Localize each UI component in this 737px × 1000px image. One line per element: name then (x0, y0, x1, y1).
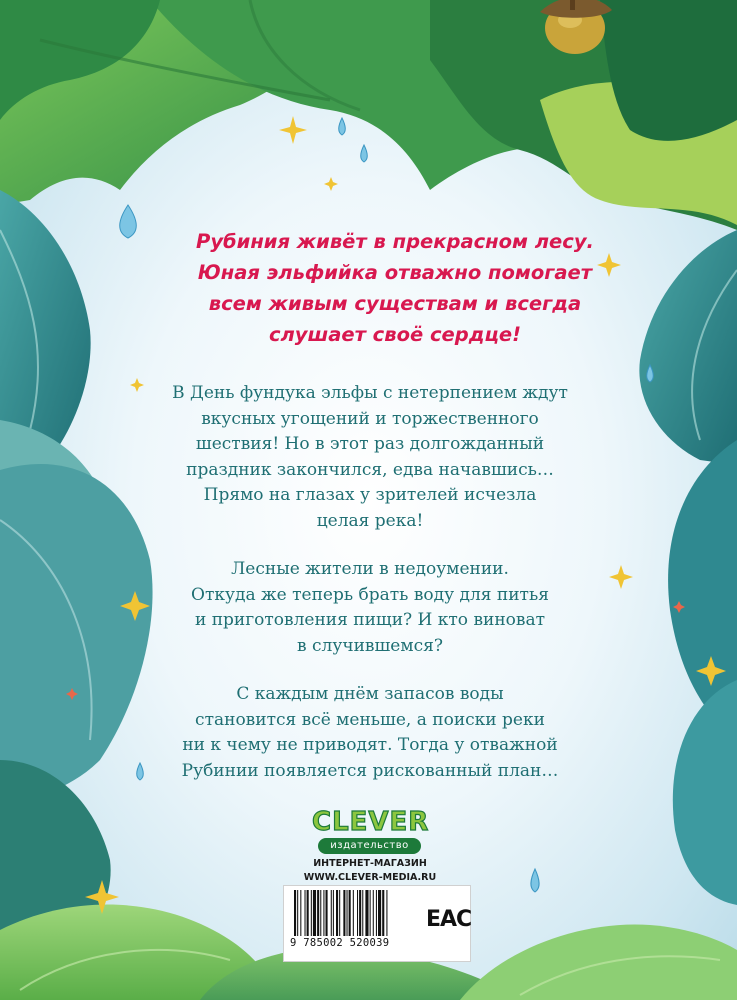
barcode-stripe (317, 890, 319, 936)
shop-url: WWW.CLEVER-MEDIA.RU (303, 872, 437, 883)
synopsis-paragraph (150, 381, 590, 534)
barcode-panel (283, 885, 471, 962)
barcode-stripe (307, 890, 309, 936)
barcode-stripe (294, 890, 296, 936)
barcode-stripe (353, 890, 354, 936)
water-drop-icon (137, 763, 144, 780)
water-drop-icon (120, 205, 137, 238)
barcode-stripe (333, 890, 334, 936)
synopsis-line: вкусных угощений и торжественного (201, 408, 539, 429)
synopsis-line: Лесные жители в недоумении. (231, 559, 509, 579)
synopsis (150, 381, 590, 807)
synopsis-line: В День фундука эльфы с нетерпением ждут (172, 383, 568, 403)
barcode-stripe (300, 890, 301, 936)
synopsis-line: в случившемся? (297, 635, 443, 656)
barcode-stripe (382, 890, 384, 936)
right-leaf-upper (639, 230, 737, 465)
barcode-stripe (357, 890, 358, 936)
water-drop-icon (361, 145, 368, 162)
synopsis-paragraph (150, 557, 590, 659)
sparkle-icon (130, 378, 144, 392)
synopsis-line: и приготовления пищи? И кто виноват (194, 610, 546, 630)
bottom-leaf-right (460, 924, 737, 1000)
sparkle-icon (324, 177, 338, 191)
logo-subtitle: издательство (318, 838, 421, 854)
barcode-stripe (336, 890, 338, 936)
barcode-stripe (359, 890, 361, 936)
intro-text (160, 226, 630, 350)
barcode-stripe (305, 890, 306, 936)
synopsis-line: ни к чему не приводят. Тогда у отважной (182, 735, 558, 755)
barcode-stripe (331, 890, 332, 936)
right-leaf-lower (673, 680, 737, 905)
barcode-stripe (311, 890, 312, 936)
barcode-stripe (370, 890, 371, 936)
water-drop-icon (531, 869, 539, 892)
barcode-stripe (386, 890, 387, 936)
intro-line: всем живым существам и всегда (208, 292, 582, 315)
barcode-stripe (349, 890, 351, 936)
synopsis-line: праздник закончился, едва начавшись… (186, 459, 554, 480)
barcode-stripe (320, 890, 321, 936)
barcode-number: 9 785002 520039 (290, 937, 390, 949)
water-drop-icon (339, 118, 346, 135)
synopsis-line: становится всё меньше, а поиски реки (195, 709, 545, 730)
barcode-stripe (326, 890, 328, 936)
barcode-stripe (362, 890, 363, 936)
synopsis-line: шествия! Но в этот раз долгожданный (195, 434, 545, 454)
barcode-stripe (339, 890, 340, 936)
barcode-stripe (376, 890, 377, 936)
barcode-stripe (378, 890, 381, 936)
synopsis-paragraph (150, 682, 590, 784)
barcode-stripe (323, 890, 324, 936)
barcode-stripe (373, 890, 374, 936)
synopsis-line: Откуда же теперь брать воду для питья (191, 584, 549, 605)
intro-line: Юная эльфийка отважно помогает (197, 261, 593, 284)
barcode-stripe (365, 890, 368, 936)
barcode-stripe (347, 890, 348, 936)
shop-label: ИНТЕРНЕТ-МАГАЗИН (313, 858, 427, 869)
barcode-stripe (297, 890, 298, 936)
logo-wordmark: CLEVER (312, 807, 430, 837)
synopsis-line: Прямо на глазах у зрителей исчезла (203, 485, 537, 505)
barcode-stripe (343, 890, 345, 936)
barcode-stripe (313, 890, 316, 936)
online-shop-info (280, 857, 460, 885)
publisher-logo (312, 807, 430, 852)
sparkle-icon (609, 565, 633, 589)
sparkle-icon (279, 116, 307, 144)
synopsis-line: С каждым днём запасов воды (236, 684, 504, 704)
intro-line: слушает своё сердце! (268, 323, 522, 346)
intro-line: Рубиния живёт в прекрасном лесу. (196, 230, 594, 253)
synopsis-line: Рубинии появляется рискованный план… (181, 760, 559, 781)
synopsis-line: целая река! (316, 510, 424, 531)
barcode-icon (292, 890, 428, 940)
left-leaf-middle (0, 464, 153, 805)
eac-mark: EAC (426, 907, 472, 932)
